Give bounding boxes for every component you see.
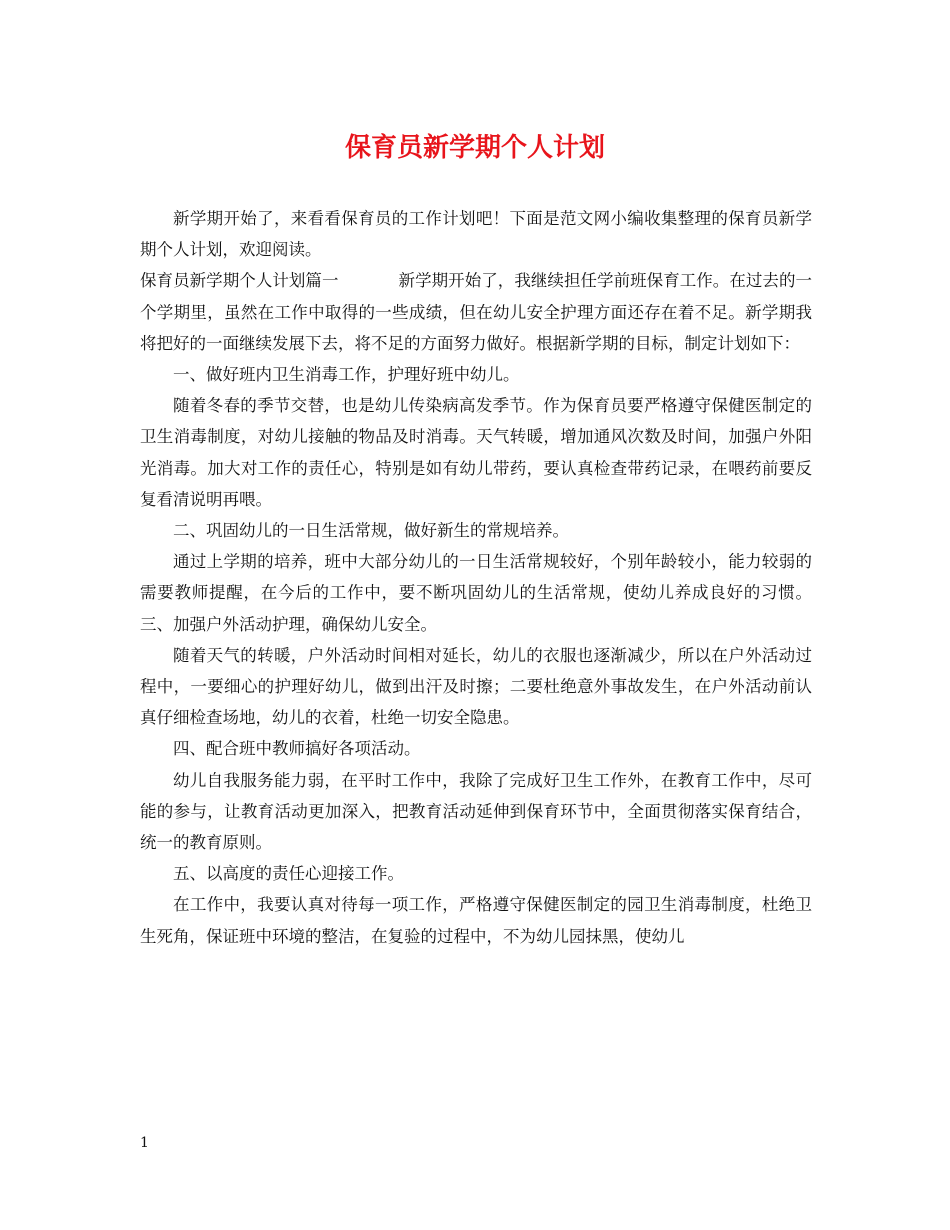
page-number: 1 [140,1135,149,1151]
body-paragraph-4: 幼儿自我服务能力弱，在平时工作中，我除了完成好卫生工作外，在教育工作中，尽可能的参与，让教育活动更加深入，把教育活动延伸到保育环节中，全面贯彻落实保育结合，统一的教育原则。 [140,770,812,853]
body-paragraph-3: 随着天气的转暖，户外活动时间相对延长，幼儿的衣服也逐渐减少，所以在户外活动过程中，一要细心的护理好幼儿，做到出汗及时擦；二要杜绝意外事故发生，在户外活动前认真仔细检查场地，幼儿的衣着，杜绝一切安全隐患。 [140,645,812,728]
section-label: 保育员新学期个人计划篇一 [140,271,339,291]
body-paragraph-2: 通过上学期的培养，班中大部分幼儿的一日生活常规较好，个别年龄较小，能力较弱的需要教师提醒，在今后的工作中，要不断巩固幼儿的生活常规，使幼儿养成良好的习惯。三、加强户外活动护理，确保幼儿安全。 [140,552,812,634]
intro-paragraph: 新学期开始了，来看看保育员的工作计划吧！下面是范文网小编收集整理的保育员新学期个人计划，欢迎阅读。 [140,209,812,260]
heading-paragraph-2: 二、巩固幼儿的一日生活常规，做好新生的常规培养。 [173,521,569,541]
body-paragraph-5: 在工作中，我要认真对待每一项工作，严格遵守保健医制定的园卫生消毒制度，杜绝卫生死角，保证班中环境的整洁，在复验的过程中，不为幼儿园抹黑，使幼儿 [140,895,812,946]
document-title: 保育员新学期个人计划 [344,133,605,163]
heading-paragraph-1: 一、做好班内卫生消毒工作，护理好班中幼儿。 [173,365,520,385]
heading-paragraph-5: 五、以高度的责任心迎接工作。 [173,864,404,884]
heading-paragraph-4: 四、配合班中教师搞好各项活动。 [173,739,421,759]
document-body [140,203,812,952]
section-paragraph [140,265,812,359]
section-lead: 新学期开始了，我继续担任学前班保育工作。在过去的一个学期里，虽然在工作中取得的一些成绩，但在幼儿安全护理方面还存在着不足。新学期我将把好的一面继续发展下去，将不足的方面努力做好。根据新学期的目标，制定计划如下： [140,271,813,353]
body-paragraph-1: 随着冬春的季节交替，也是幼儿传染病高发季节。作为保育员要严格遵守保健医制定的卫生消毒制度，对幼儿接触的物品及时消毒。天气转暖，增加通风次数及时间，加强户外阳光消毒。加大对工作的责任心，特别是如有幼儿带药，要认真检查带药记录，在喂药前要反复看清说明再喂。 [140,396,812,509]
